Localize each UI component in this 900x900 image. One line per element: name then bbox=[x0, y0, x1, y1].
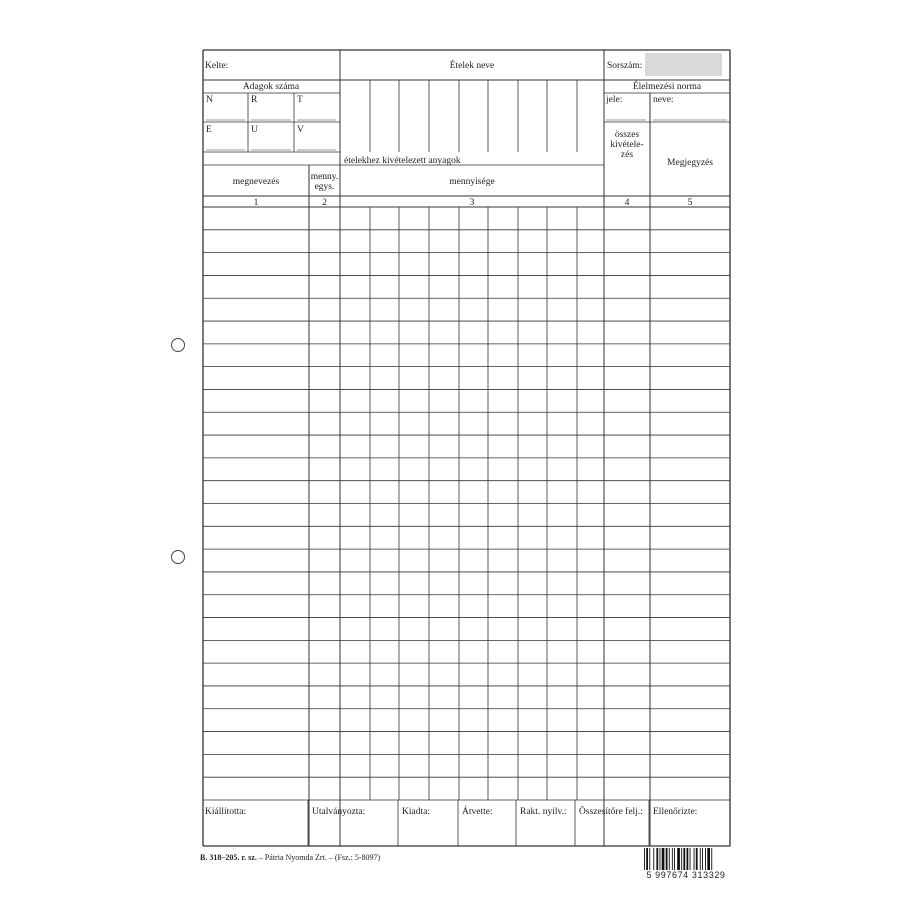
signature-atvette: Átvette: bbox=[462, 807, 493, 817]
signature-rakt-nyilv: Rakt. nyilv.: bbox=[520, 807, 567, 817]
barcode-bar bbox=[653, 848, 654, 870]
osszes-kiveteles-line3: zés bbox=[620, 150, 634, 160]
signature-osszesitore: Összesítőre felj.: bbox=[579, 807, 643, 817]
adag-cell-t: T bbox=[297, 95, 303, 105]
barcode-bar bbox=[702, 848, 703, 870]
adag-cell-v: V bbox=[297, 125, 304, 135]
barcode-bar bbox=[662, 848, 665, 870]
barcode-bar bbox=[674, 848, 675, 870]
barcode-bar bbox=[681, 848, 682, 870]
adagok-szama-label: Adagok száma bbox=[242, 82, 300, 92]
adag-cell-e: E bbox=[206, 125, 212, 135]
osszes-kiveteles-line2: kivétele- bbox=[610, 140, 644, 150]
barcode bbox=[642, 848, 730, 870]
jele-label: jele: bbox=[606, 95, 623, 105]
column-number-1: 1 bbox=[253, 198, 259, 208]
barcode-bar bbox=[656, 848, 658, 870]
signature-kiallitotta: Kiállította: bbox=[205, 807, 247, 817]
barcode-bar bbox=[644, 848, 645, 870]
column-number-3: 3 bbox=[469, 198, 475, 208]
publisher-text: – Pátria Nyomda Zrt. – (Fsz.: 5-8097) bbox=[258, 853, 381, 862]
adag-cell-r: R bbox=[251, 95, 258, 105]
menny-egys-line1: menny. bbox=[310, 172, 339, 182]
kelte-label: Kelte: bbox=[205, 61, 229, 71]
menny-egys-line2: egys. bbox=[314, 182, 335, 192]
barcode-bar bbox=[707, 848, 710, 870]
signature-ellenorizte: Ellenőrizte: bbox=[653, 807, 698, 817]
barcode-bar bbox=[669, 848, 670, 870]
column-number-4: 4 bbox=[624, 198, 630, 208]
barcode-bar bbox=[677, 848, 680, 870]
osszes-kiveteles-line1: összes bbox=[614, 130, 640, 140]
mennyisege-label: mennyisége bbox=[449, 177, 495, 187]
megjegyzes-label: Megjegyzés bbox=[667, 158, 713, 168]
etelek-neve-label: Ételek neve bbox=[449, 61, 495, 71]
barcode-bar bbox=[696, 848, 698, 870]
sorszam-label: Sorszám: bbox=[607, 61, 643, 71]
adag-cell-u: U bbox=[251, 125, 258, 135]
barcode-bar bbox=[660, 848, 661, 870]
barcode-bar bbox=[711, 848, 712, 870]
signature-kiadta: Kiadta: bbox=[402, 807, 430, 817]
barcode-bar bbox=[672, 848, 673, 870]
signature-utalvanyozta: Utalványozta: bbox=[312, 807, 366, 817]
barcode-bar bbox=[705, 848, 706, 870]
adag-cell-n: N bbox=[206, 95, 213, 105]
barcode-bar bbox=[649, 848, 650, 870]
barcode-number: 5 997674 313329 bbox=[646, 870, 726, 880]
neve-label: neve: bbox=[653, 95, 674, 105]
megnevezes-label: megnevezés bbox=[232, 177, 280, 187]
column-number-5: 5 bbox=[687, 198, 693, 208]
barcode-bar bbox=[690, 848, 691, 870]
barcode-bar bbox=[666, 848, 668, 870]
barcode-bar bbox=[700, 848, 701, 870]
barcode-bar bbox=[646, 848, 648, 870]
barcode-bar bbox=[683, 848, 685, 870]
column-number-2: 2 bbox=[322, 198, 327, 208]
barcode-bar bbox=[687, 848, 689, 870]
form-code bbox=[200, 853, 380, 862]
etelekhez-label: ételekhez kivételezett anyagok bbox=[344, 156, 461, 166]
elelmezesi-norma-label: Élelmezési norma bbox=[632, 82, 702, 92]
form-code-number: B. 318–205. r. sz. bbox=[200, 853, 257, 862]
barcode-bar bbox=[694, 848, 695, 870]
